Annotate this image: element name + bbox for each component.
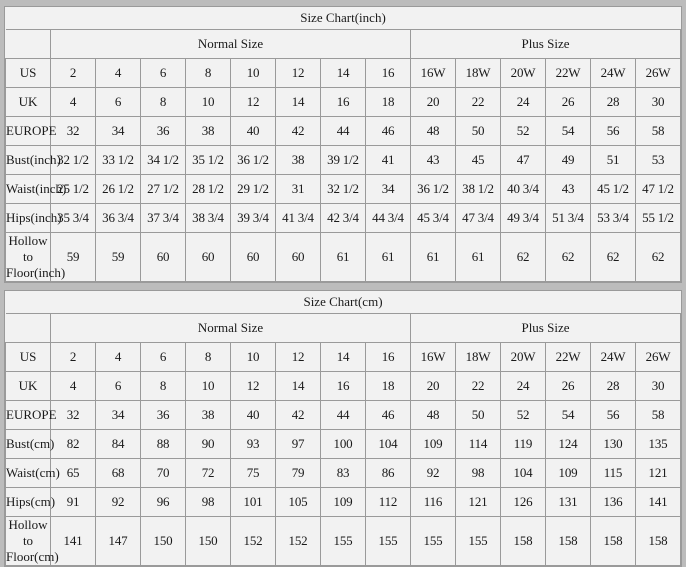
table-cell: 14 bbox=[276, 88, 321, 117]
row-label: US bbox=[6, 59, 51, 88]
table-cell: 2 bbox=[51, 343, 96, 372]
table-cell: 92 bbox=[96, 488, 141, 517]
table-row bbox=[6, 459, 681, 488]
row-label: Waist(cm) bbox=[6, 459, 51, 488]
group-header-blank bbox=[6, 30, 51, 59]
table-cell: 51 3/4 bbox=[546, 204, 591, 233]
table-cell: 54 bbox=[546, 117, 591, 146]
table-cell: 16W bbox=[411, 343, 456, 372]
table-cell: 26W bbox=[636, 59, 681, 88]
table-cell: 98 bbox=[456, 459, 501, 488]
table-cell: 152 bbox=[231, 517, 276, 566]
table-cell: 47 bbox=[501, 146, 546, 175]
table-cell: 141 bbox=[636, 488, 681, 517]
table-cell: 119 bbox=[501, 430, 546, 459]
table-cell: 35 1/2 bbox=[186, 146, 231, 175]
table-cell: 39 3/4 bbox=[231, 204, 276, 233]
table-row bbox=[6, 430, 681, 459]
table-cell: 24 bbox=[501, 88, 546, 117]
group-header-blank bbox=[6, 314, 51, 343]
size-chart-inch-table bbox=[5, 7, 681, 282]
table-cell: 62 bbox=[591, 233, 636, 282]
table-cell: 86 bbox=[366, 459, 411, 488]
row-label: UK bbox=[6, 88, 51, 117]
table-cell: 16 bbox=[366, 343, 411, 372]
group-header-row bbox=[6, 314, 681, 343]
table-cell: 24 bbox=[501, 372, 546, 401]
chart-title-row bbox=[6, 291, 681, 314]
table-row bbox=[6, 372, 681, 401]
table-cell: 14 bbox=[321, 59, 366, 88]
table-cell: 16W bbox=[411, 59, 456, 88]
table-cell: 14 bbox=[321, 343, 366, 372]
table-cell: 101 bbox=[231, 488, 276, 517]
table-cell: 10 bbox=[231, 343, 276, 372]
table-cell: 84 bbox=[96, 430, 141, 459]
table-cell: 48 bbox=[411, 117, 456, 146]
table-cell: 130 bbox=[591, 430, 636, 459]
table-cell: 28 1/2 bbox=[186, 175, 231, 204]
row-label: UK bbox=[6, 372, 51, 401]
table-cell: 36 bbox=[141, 117, 186, 146]
table-cell: 104 bbox=[366, 430, 411, 459]
table-cell: 45 1/2 bbox=[591, 175, 636, 204]
table-cell: 82 bbox=[51, 430, 96, 459]
table-cell: 45 3/4 bbox=[411, 204, 456, 233]
size-chart-cm bbox=[4, 290, 682, 567]
table-cell: 8 bbox=[141, 88, 186, 117]
table-cell: 100 bbox=[321, 430, 366, 459]
table-cell: 136 bbox=[591, 488, 636, 517]
table-cell: 91 bbox=[51, 488, 96, 517]
table-cell: 44 3/4 bbox=[366, 204, 411, 233]
table-cell: 37 3/4 bbox=[141, 204, 186, 233]
table-cell: 34 bbox=[96, 117, 141, 146]
table-row bbox=[6, 146, 681, 175]
table-cell: 6 bbox=[96, 88, 141, 117]
table-cell: 26 bbox=[546, 372, 591, 401]
table-cell: 18W bbox=[456, 343, 501, 372]
table-cell: 150 bbox=[186, 517, 231, 566]
table-cell: 24W bbox=[591, 59, 636, 88]
table-cell: 152 bbox=[276, 517, 321, 566]
table-cell: 124 bbox=[546, 430, 591, 459]
table-cell: 28 bbox=[591, 372, 636, 401]
table-cell: 155 bbox=[366, 517, 411, 566]
group-header-row bbox=[6, 30, 681, 59]
table-cell: 109 bbox=[546, 459, 591, 488]
table-cell: 114 bbox=[456, 430, 501, 459]
table-cell: 46 bbox=[366, 401, 411, 430]
table-cell: 12 bbox=[231, 372, 276, 401]
table-cell: 34 1/2 bbox=[141, 146, 186, 175]
table-cell: 2 bbox=[51, 59, 96, 88]
table-cell: 8 bbox=[186, 59, 231, 88]
table-cell: 27 1/2 bbox=[141, 175, 186, 204]
table-cell: 4 bbox=[96, 59, 141, 88]
row-label: Bust(cm) bbox=[6, 430, 51, 459]
table-cell: 22 bbox=[456, 88, 501, 117]
table-cell: 60 bbox=[276, 233, 321, 282]
table-cell: 59 bbox=[96, 233, 141, 282]
table-cell: 47 3/4 bbox=[456, 204, 501, 233]
table-cell: 8 bbox=[186, 343, 231, 372]
table-cell: 88 bbox=[141, 430, 186, 459]
row-label: Hollow to Floor(inch) bbox=[6, 233, 66, 280]
row-label: EUROPE bbox=[6, 117, 51, 146]
table-cell: 115 bbox=[591, 459, 636, 488]
size-chart-inch-body bbox=[6, 7, 681, 282]
table-cell: 155 bbox=[321, 517, 366, 566]
group-header-label: Normal Size bbox=[51, 30, 411, 59]
table-cell: 22W bbox=[546, 59, 591, 88]
table-cell: 98 bbox=[186, 488, 231, 517]
row-label: EUROPE bbox=[6, 401, 51, 430]
table-cell: 56 bbox=[591, 401, 636, 430]
table-cell: 42 bbox=[276, 401, 321, 430]
table-cell: 20 bbox=[411, 372, 456, 401]
table-cell: 46 bbox=[366, 117, 411, 146]
table-cell: 36 1/2 bbox=[231, 146, 276, 175]
chart-title: Size Chart(cm) bbox=[6, 291, 681, 314]
table-cell: 4 bbox=[96, 343, 141, 372]
table-cell: 31 bbox=[276, 175, 321, 204]
table-row bbox=[6, 175, 681, 204]
table-row bbox=[6, 517, 681, 566]
table-row bbox=[6, 401, 681, 430]
table-cell: 16 bbox=[321, 372, 366, 401]
table-cell: 155 bbox=[456, 517, 501, 566]
table-row bbox=[6, 59, 681, 88]
table-cell: 29 1/2 bbox=[231, 175, 276, 204]
table-cell: 20W bbox=[501, 59, 546, 88]
table-cell: 12 bbox=[276, 343, 321, 372]
table-cell: 93 bbox=[231, 430, 276, 459]
table-cell: 6 bbox=[141, 343, 186, 372]
table-cell: 116 bbox=[411, 488, 456, 517]
table-cell: 47 1/2 bbox=[636, 175, 681, 204]
table-cell: 53 bbox=[636, 146, 681, 175]
table-cell: 10 bbox=[186, 88, 231, 117]
table-cell: 40 bbox=[231, 401, 276, 430]
table-cell: 72 bbox=[186, 459, 231, 488]
table-cell: 25 1/2 bbox=[51, 175, 96, 204]
table-cell: 44 bbox=[321, 401, 366, 430]
table-cell: 105 bbox=[276, 488, 321, 517]
table-cell: 92 bbox=[411, 459, 456, 488]
table-cell: 49 3/4 bbox=[501, 204, 546, 233]
table-cell: 121 bbox=[636, 459, 681, 488]
table-cell: 12 bbox=[231, 88, 276, 117]
table-cell: 22 bbox=[456, 372, 501, 401]
table-cell: 61 bbox=[411, 233, 456, 282]
table-cell: 6 bbox=[96, 372, 141, 401]
table-cell: 39 1/2 bbox=[321, 146, 366, 175]
size-chart-cm-body bbox=[6, 291, 681, 566]
table-cell: 53 3/4 bbox=[591, 204, 636, 233]
table-cell: 60 bbox=[186, 233, 231, 282]
table-cell: 22W bbox=[546, 343, 591, 372]
size-chart-inch bbox=[4, 6, 682, 283]
table-cell: 90 bbox=[186, 430, 231, 459]
table-cell: 49 bbox=[546, 146, 591, 175]
table-cell: 50 bbox=[456, 117, 501, 146]
table-cell: 40 3/4 bbox=[501, 175, 546, 204]
group-header-label: Plus Size bbox=[411, 314, 681, 343]
table-cell: 54 bbox=[546, 401, 591, 430]
group-header-label: Plus Size bbox=[411, 30, 681, 59]
table-cell: 56 bbox=[591, 117, 636, 146]
table-cell: 38 bbox=[186, 401, 231, 430]
table-cell: 32 1/2 bbox=[321, 175, 366, 204]
table-cell: 32 bbox=[51, 401, 96, 430]
row-label: Waist(inch) bbox=[6, 175, 51, 204]
table-cell: 59 bbox=[51, 233, 96, 282]
chart-title-row bbox=[6, 7, 681, 30]
table-cell: 32 1/2 bbox=[51, 146, 96, 175]
table-cell: 135 bbox=[636, 430, 681, 459]
table-cell: 83 bbox=[321, 459, 366, 488]
table-cell: 126 bbox=[501, 488, 546, 517]
table-cell: 36 bbox=[141, 401, 186, 430]
table-cell: 58 bbox=[636, 117, 681, 146]
table-cell: 35 3/4 bbox=[51, 204, 96, 233]
table-cell: 43 bbox=[546, 175, 591, 204]
table-cell: 147 bbox=[96, 517, 141, 566]
table-cell: 20 bbox=[411, 88, 456, 117]
table-cell: 51 bbox=[591, 146, 636, 175]
table-cell: 36 1/2 bbox=[411, 175, 456, 204]
table-cell: 43 bbox=[411, 146, 456, 175]
table-cell: 30 bbox=[636, 88, 681, 117]
table-row bbox=[6, 233, 681, 282]
table-cell: 30 bbox=[636, 372, 681, 401]
table-cell: 32 bbox=[51, 117, 96, 146]
table-cell: 4 bbox=[51, 88, 96, 117]
table-cell: 24W bbox=[591, 343, 636, 372]
table-cell: 61 bbox=[456, 233, 501, 282]
table-row bbox=[6, 488, 681, 517]
table-cell: 104 bbox=[501, 459, 546, 488]
table-cell: 12 bbox=[276, 59, 321, 88]
table-cell: 42 3/4 bbox=[321, 204, 366, 233]
table-cell: 18W bbox=[456, 59, 501, 88]
table-cell: 141 bbox=[51, 517, 96, 566]
table-cell: 52 bbox=[501, 401, 546, 430]
table-cell: 38 3/4 bbox=[186, 204, 231, 233]
row-label: US bbox=[6, 343, 51, 372]
table-cell: 61 bbox=[321, 233, 366, 282]
table-cell: 48 bbox=[411, 401, 456, 430]
row-label: Hips(cm) bbox=[6, 488, 51, 517]
size-chart-cm-table bbox=[5, 291, 681, 566]
table-cell: 41 3/4 bbox=[276, 204, 321, 233]
table-cell: 158 bbox=[591, 517, 636, 566]
table-cell: 79 bbox=[276, 459, 321, 488]
table-cell: 68 bbox=[96, 459, 141, 488]
table-row bbox=[6, 117, 681, 146]
table-cell: 40 bbox=[231, 117, 276, 146]
table-cell: 62 bbox=[501, 233, 546, 282]
table-cell: 109 bbox=[411, 430, 456, 459]
table-cell: 65 bbox=[51, 459, 96, 488]
table-row bbox=[6, 204, 681, 233]
table-cell: 62 bbox=[546, 233, 591, 282]
table-cell: 60 bbox=[231, 233, 276, 282]
table-cell: 45 bbox=[456, 146, 501, 175]
table-cell: 112 bbox=[366, 488, 411, 517]
table-cell: 158 bbox=[636, 517, 681, 566]
table-cell: 131 bbox=[546, 488, 591, 517]
table-cell: 158 bbox=[501, 517, 546, 566]
table-cell: 121 bbox=[456, 488, 501, 517]
table-cell: 75 bbox=[231, 459, 276, 488]
table-cell: 97 bbox=[276, 430, 321, 459]
table-cell: 38 bbox=[276, 146, 321, 175]
table-cell: 26 bbox=[546, 88, 591, 117]
table-cell: 96 bbox=[141, 488, 186, 517]
table-cell: 16 bbox=[321, 88, 366, 117]
table-cell: 42 bbox=[276, 117, 321, 146]
row-label: Bust(inch) bbox=[6, 146, 51, 175]
table-cell: 70 bbox=[141, 459, 186, 488]
table-cell: 10 bbox=[231, 59, 276, 88]
table-cell: 62 bbox=[636, 233, 681, 282]
table-cell: 14 bbox=[276, 372, 321, 401]
table-cell: 28 bbox=[591, 88, 636, 117]
table-cell: 18 bbox=[366, 372, 411, 401]
table-cell: 44 bbox=[321, 117, 366, 146]
table-cell: 33 1/2 bbox=[96, 146, 141, 175]
table-cell: 109 bbox=[321, 488, 366, 517]
table-cell: 150 bbox=[141, 517, 186, 566]
table-cell: 55 1/2 bbox=[636, 204, 681, 233]
table-cell: 158 bbox=[546, 517, 591, 566]
table-row bbox=[6, 343, 681, 372]
table-row bbox=[6, 88, 681, 117]
group-header-label: Normal Size bbox=[51, 314, 411, 343]
table-cell: 41 bbox=[366, 146, 411, 175]
table-cell: 10 bbox=[186, 372, 231, 401]
table-cell: 16 bbox=[366, 59, 411, 88]
table-cell: 38 1/2 bbox=[456, 175, 501, 204]
table-cell: 38 bbox=[186, 117, 231, 146]
table-cell: 36 3/4 bbox=[96, 204, 141, 233]
table-cell: 26 1/2 bbox=[96, 175, 141, 204]
table-cell: 20W bbox=[501, 343, 546, 372]
table-cell: 4 bbox=[51, 372, 96, 401]
table-cell: 155 bbox=[411, 517, 456, 566]
row-label: Hollow to Floor(cm) bbox=[6, 517, 59, 564]
table-cell: 52 bbox=[501, 117, 546, 146]
table-cell: 34 bbox=[96, 401, 141, 430]
table-cell: 60 bbox=[141, 233, 186, 282]
table-cell: 58 bbox=[636, 401, 681, 430]
table-cell: 61 bbox=[366, 233, 411, 282]
table-cell: 18 bbox=[366, 88, 411, 117]
row-label: Hips(inch) bbox=[6, 204, 51, 233]
table-cell: 50 bbox=[456, 401, 501, 430]
chart-title: Size Chart(inch) bbox=[6, 7, 681, 30]
table-cell: 8 bbox=[141, 372, 186, 401]
table-cell: 6 bbox=[141, 59, 186, 88]
table-cell: 26W bbox=[636, 343, 681, 372]
table-cell: 34 bbox=[366, 175, 411, 204]
